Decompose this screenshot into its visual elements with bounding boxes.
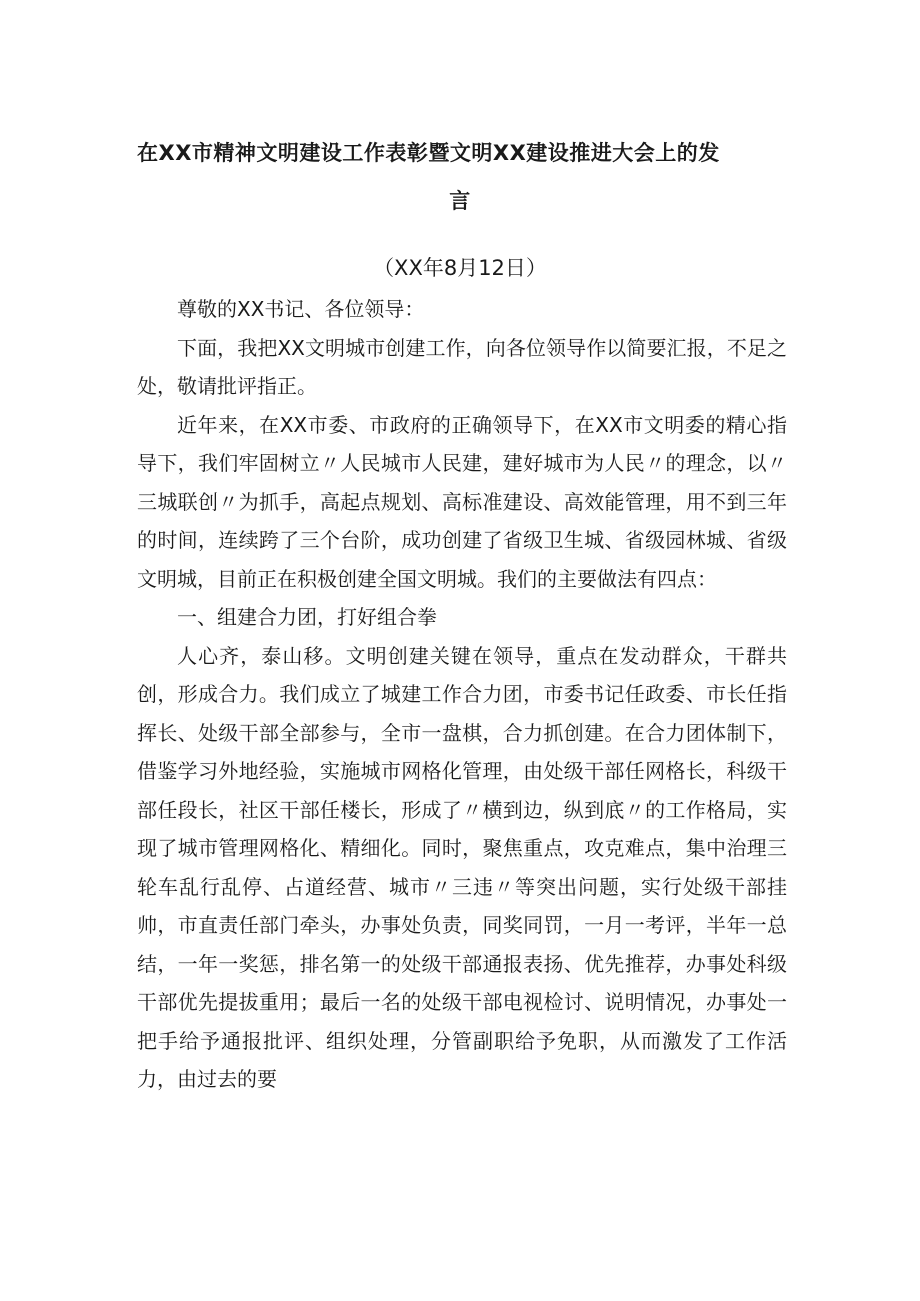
body-paragraph-section-1: 人心齐，泰山移。文明创建关键在领导，重点在发动群众，干群共创，形成合力。我们成立了城建工作合力团，市委书记任政委、市长任指挥长、处级干部全部参与，全市一盘棋，合力抓创建。在合力团体制下，借鉴学习外地经验，实施城市网格化管理，由处级干部任网格长，科级干部任段长，社区干部任楼长，形成了〃横到边，纵到底〃的工作格局，实现了城市管理网格化、精细化。同时，聚焦重点，攻克难点，集中治理三轮车乱行乱停、占道经营、城市〃三违〃等突出问题，实行处级干部挂帅，市直责任部门牵头，办事处负责，同奖同罚，一月一考评，半年一总结，一年一奖惩，排名第一的处级干部通报表扬、优先推荐，办事处科级干部优先提拔重用；最后一名的处级干部电视检讨、说明情况，办事处一把手给予通报批评、组织处理，分管副职给予免职，从而激发了工作活力，由过去的要 (137, 643, 787, 1091)
document-body (137, 290, 787, 1099)
document-title-line-1: 在XX市精神文明建设工作表彰暨文明XX建设推进大会上的发 (137, 141, 720, 165)
document-title-line-2: 言 (449, 189, 471, 213)
document-date: （XX年8月12日） (373, 256, 547, 280)
body-paragraph-background: 近年来，在XX市委、市政府的正确领导下，在XX市文明委的精心指导下，我们牢固树立〃人民城市人民建，建好城市为人民〃的理念，以〃三城联创〃为抓手，高起点规划、高标准建设、高效能管理，用不到三年的时间，连续跨了三个台阶，成功创建了省级卫生城、省级园林城、省级文明城，目前正在积极创建全国文明城。我们的主要做法有四点： (137, 412, 787, 591)
section-heading-1: 一、组建合力团，打好组合拳 (177, 605, 437, 629)
body-paragraph-intro: 下面，我把XX文明城市创建工作，向各位领导作以简要汇报，不足之处，敬请批评指正。 (137, 335, 787, 398)
salutation: 尊敬的XX书记、各位领导： (177, 297, 425, 321)
